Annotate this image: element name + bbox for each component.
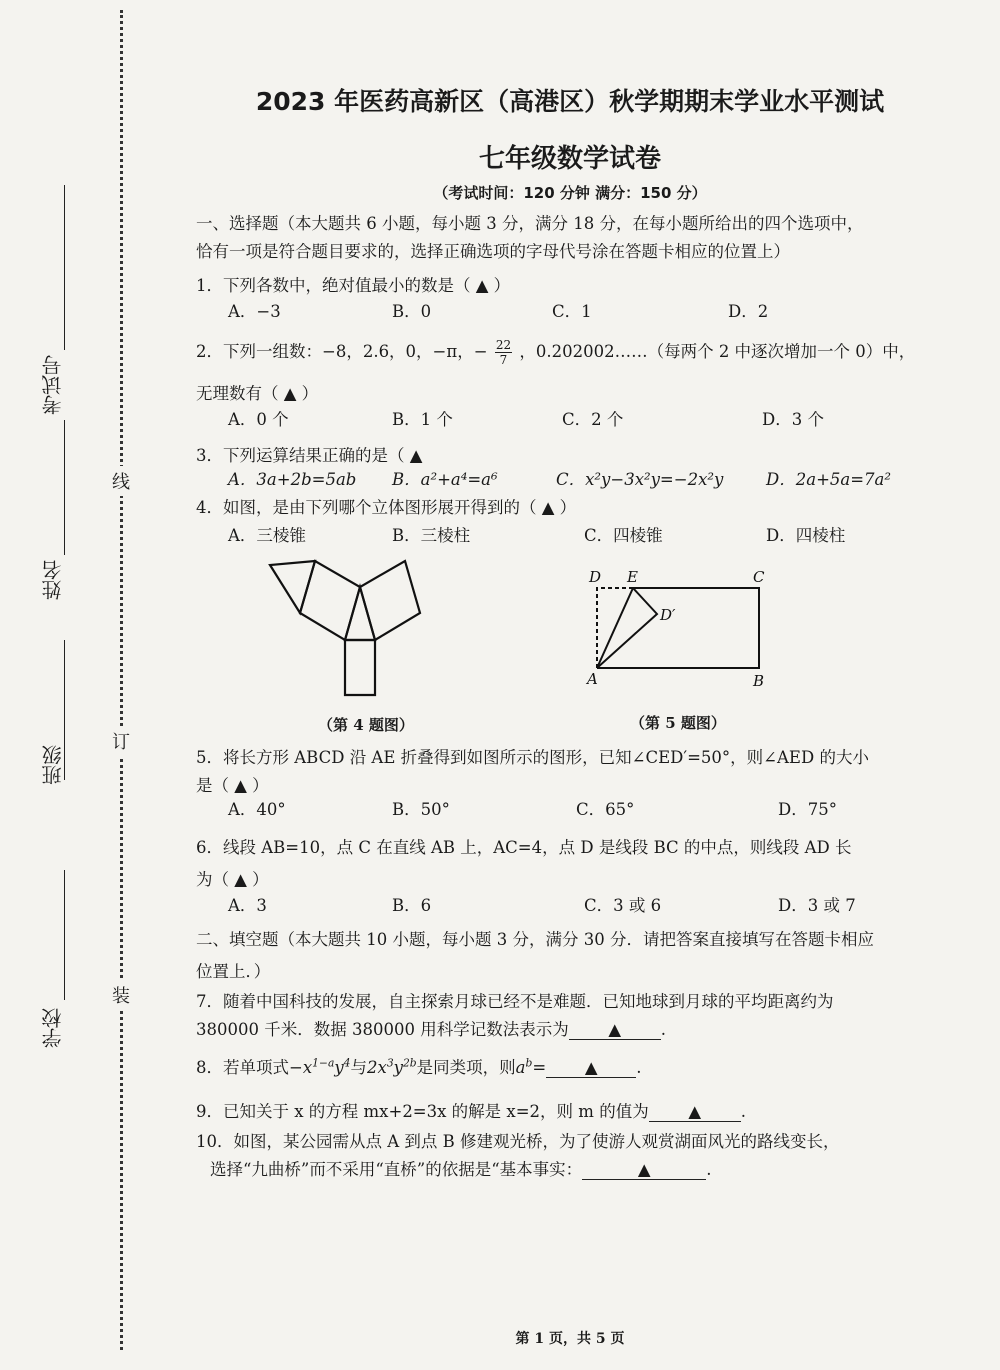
section1-instruction-line2: 恰有一项是符合题目要求的，选择正确选项的字母代号涂在答题卡相应的位置上） [196, 242, 790, 261]
q6-option-b[interactable]: B．6 [392, 896, 432, 915]
figure-5-caption: （第 5 题图） [630, 714, 726, 732]
exam-number-label: 考试号 [41, 355, 65, 415]
net-center-triangle [345, 587, 375, 640]
q3-stem: 3．下列运算结果正确的是（ ▲ [196, 446, 423, 465]
q2-option-a[interactable]: A．0 个 [228, 410, 289, 429]
q8-end: . [636, 1058, 642, 1077]
q7-line2-text: 380000 千米．数据 380000 用科学记数法表示为 [196, 1020, 569, 1039]
school-label: 学校 [41, 1008, 65, 1048]
q5-option-d[interactable]: D．75° [778, 800, 837, 819]
q7-line2 [196, 1016, 666, 1040]
fig5-label-e: E [627, 568, 638, 586]
q7-line1: 7．随着中国科技的发展，自主探索月球已经不是难题．已知地球到月球的平均距离约为 [196, 992, 834, 1011]
binding-char-ding: 订 [112, 726, 130, 756]
q6-option-c[interactable]: C．3 或 6 [584, 896, 662, 915]
page-number: 第 1 页，共 5 页 [515, 1331, 625, 1347]
fig5-fold-line-ae [597, 588, 633, 668]
q8-line [196, 1054, 641, 1078]
section2-instruction-line2: 位置上．） [196, 962, 271, 981]
q6-stem: 6．线段 AB=10，点 C 在直线 AB 上，AC=4，点 D 是线段 BC 的中点，则线段 AD 长 [196, 838, 852, 857]
q9-answer-blank[interactable]: ▲ [649, 1102, 741, 1122]
q1-option-b[interactable]: B．0 [392, 302, 432, 321]
name-field-line[interactable] [64, 420, 65, 555]
q5-option-b[interactable]: B．50° [392, 800, 450, 819]
q1-option-c[interactable]: C．1 [552, 302, 592, 321]
q2-option-d[interactable]: D．3 个 [762, 410, 824, 429]
q10-line2-text: 选择“九曲桥”而不采用“直桥”的依据是“基本事实： [210, 1160, 583, 1179]
q6-option-d[interactable]: D．3 或 7 [778, 896, 856, 915]
q2-stem [196, 338, 915, 367]
q4-option-d[interactable]: D．四棱柱 [766, 526, 846, 545]
q7-end: . [660, 1020, 666, 1039]
section2-instruction-line1: 二、填空题（本大题共 10 小题，每小题 3 分，满分 30 分．请把答案直接填写在答题卡相应 [196, 930, 874, 949]
q6-option-a[interactable]: A．3 [228, 896, 267, 915]
fig5-label-dprime: D′ [660, 606, 676, 624]
net-side-triangle [270, 561, 315, 613]
q5-stem: 5．将长方形 ABCD 沿 AE 折叠得到如图所示的图形，已知∠CED′=50°，则∠AED 的大小 [196, 748, 869, 767]
q3-option-d[interactable]: D．2a+5a=7a² [766, 470, 891, 489]
q10-line2 [210, 1156, 711, 1180]
q1-stem: 1．下列各数中，绝对值最小的数是（ ▲ ） [196, 276, 511, 295]
q2-fraction-numerator: 22 [495, 338, 512, 352]
q3-option-a[interactable]: A．3a+2b=5ab [228, 470, 357, 489]
q1-option-a[interactable]: A．−3 [228, 302, 281, 321]
q3-option-c[interactable]: C．x²y−3x²y=−2x²y [556, 470, 724, 489]
exam-number-field-line[interactable] [64, 185, 65, 350]
exam-title: 2023 年医药高新区（高港区）秋学期期末学业水平测试 [255, 87, 885, 116]
q6-stem-line2: 为（ ▲ ） [196, 870, 269, 889]
q4-option-c[interactable]: C．四棱锥 [584, 526, 663, 545]
net-left-square [300, 561, 360, 640]
q8-post: 是同类项，则 [416, 1058, 516, 1077]
figure-4-net [260, 555, 460, 705]
q2-option-c[interactable]: C．2 个 [562, 410, 624, 429]
q3-option-b[interactable]: B．a²+a⁴=a⁶ [392, 470, 498, 489]
binding-dotted-line [120, 10, 123, 1350]
q4-stem: 4．如图，是由下列哪个立体图形展开得到的（ ▲ ） [196, 498, 577, 517]
q10-answer-blank[interactable]: ▲ [582, 1160, 706, 1180]
q10-end: . [706, 1160, 712, 1179]
section1-instruction-line1: 一、选择题（本大题共 6 小题，每小题 3 分，满分 18 分，在每小题所给出的四个选项中， [196, 214, 864, 233]
fig5-label-b: B [753, 672, 765, 690]
binding-char-xian: 线 [112, 466, 130, 496]
q10-line1: 10．如图，某公园需从点 A 到点 B 修建观光桥，为了使游人观赏湖面风光的路线变长， [196, 1132, 840, 1151]
q2-fraction-denominator: 7 [499, 353, 508, 367]
q2-stem-part-a: 2．下列一组数：−8，2.6，0，−π，− [196, 342, 488, 361]
q8-pre: 8．若单项式 [196, 1058, 289, 1077]
q9-text: 9．已知关于 x 的方程 mx+2=3x 的解是 x=2，则 m 的值为 [196, 1102, 649, 1121]
q9-line [196, 1098, 746, 1122]
fig5-label-a: A [587, 670, 598, 688]
net-bottom-square [345, 640, 375, 695]
exam-meta: （考试时间：120 分钟 满分：150 分） [433, 184, 707, 202]
figure-4-caption: （第 4 题图） [318, 716, 414, 734]
q7-answer-blank[interactable]: ▲ [569, 1020, 661, 1040]
exam-subtitle: 七年级数学试卷 [478, 144, 661, 174]
fig5-label-c: C [753, 568, 765, 586]
q2-option-b[interactable]: B．1 个 [392, 410, 453, 429]
fig5-rect-solid-edges [597, 588, 759, 668]
q5-option-c[interactable]: C．65° [576, 800, 635, 819]
q5-stem-line2: 是（ ▲ ） [196, 776, 269, 795]
q2-stem-line2: 无理数有（ ▲ ） [196, 384, 319, 403]
q8-monomial-2: $2x^3y^{2b}$ [367, 1056, 417, 1077]
q2-fraction [495, 338, 512, 367]
q5-option-a[interactable]: A．40° [228, 800, 286, 819]
q2-stem-part-b: ，0.202002……（每两个 2 中逐次增加一个 0）中， [519, 342, 916, 361]
binding-char-zhuang: 装 [112, 980, 130, 1010]
class-label: 班级 [41, 745, 65, 785]
figure-5-rectangle [585, 566, 775, 696]
q9-end: . [740, 1102, 746, 1121]
q8-mid: 与 [350, 1058, 367, 1077]
school-field-line[interactable] [64, 870, 65, 1000]
q8-expression: $a^b=$ [515, 1056, 547, 1077]
net-right-square [360, 561, 420, 640]
fig5-label-d: D [589, 568, 602, 586]
q1-option-d[interactable]: D．2 [728, 302, 769, 321]
q4-option-b[interactable]: B．三棱柱 [392, 526, 471, 545]
q8-monomial-1: $-x^{1-a}y^4$ [289, 1056, 351, 1077]
q8-answer-blank[interactable]: ▲ [546, 1058, 636, 1078]
q4-option-a[interactable]: A．三棱锥 [228, 526, 306, 545]
name-label: 姓名 [41, 560, 65, 600]
